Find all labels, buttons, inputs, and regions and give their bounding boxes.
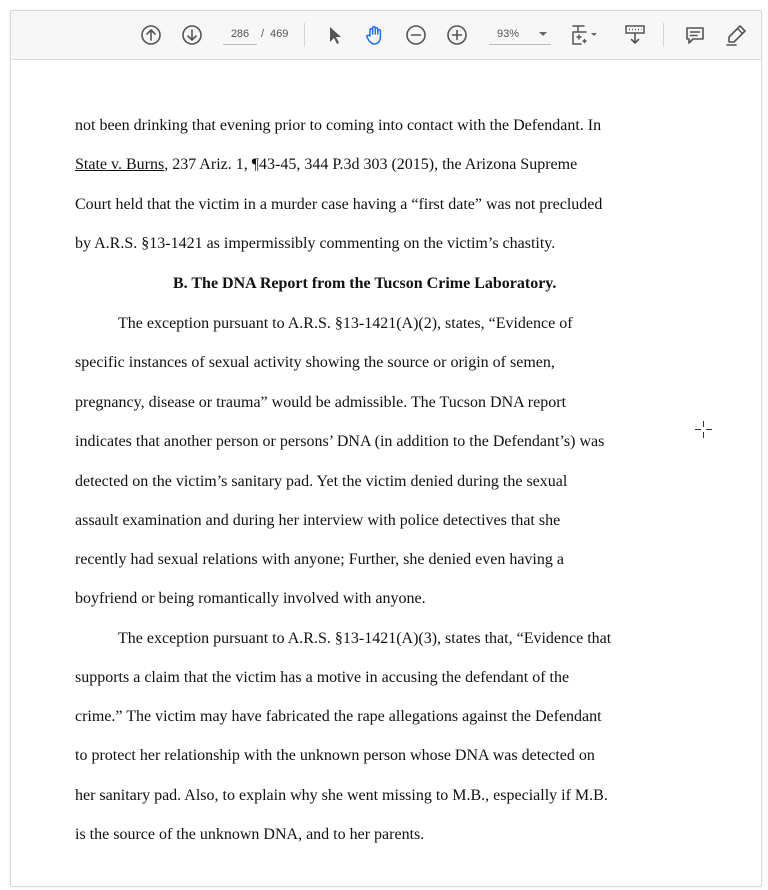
text-line: indicates that another person or persons’ DNA (in addition to the Defendant’s) was (75, 433, 605, 450)
select-tool-button[interactable] (323, 23, 347, 47)
case-citation-link: State v. Burns (75, 156, 165, 173)
read-mode-icon (623, 24, 647, 46)
zoom-in-button[interactable] (445, 23, 469, 47)
next-page-icon (181, 24, 203, 46)
text-line: detected on the victim’s sanitary pad. Yet the victim denied during the sexual (75, 473, 568, 490)
hand-tool-icon (364, 24, 386, 46)
highlight-pen-icon (724, 23, 748, 47)
toolbar-divider (304, 23, 305, 47)
text-line: supports a claim that the victim has a motive in accusing the defendant of the (75, 669, 570, 686)
zoom-out-icon (405, 24, 427, 46)
zoom-select[interactable] (489, 24, 551, 45)
text-line: assault examination and during her interview with police detectives that she (75, 512, 561, 529)
pdf-viewer-window (10, 10, 762, 887)
chevron-down-icon (539, 32, 547, 36)
page-fit-button[interactable] (567, 23, 601, 47)
page-fit-icon (568, 23, 600, 47)
toolbar (11, 11, 761, 60)
text-line: boyfriend or being romantically involved with anyone. (75, 590, 426, 607)
text-line: to protect her relationship with the unknown person whose DNA was detected on (75, 747, 595, 764)
toolbar-divider (663, 23, 664, 47)
text-line: crime.” The victim may have fabricated the rape allegations against the Defendant (75, 708, 602, 725)
text-line: not been drinking that evening prior to coming into contact with the Defendant. In (75, 117, 602, 134)
select-cursor-icon (326, 25, 344, 45)
previous-page-button[interactable] (139, 23, 163, 47)
comment-icon (684, 24, 706, 46)
text-line: The exception pursuant to A.R.S. §13-1421(A)(3), states that, “Evidence that (118, 630, 612, 647)
next-page-button[interactable] (180, 23, 204, 47)
zoom-out-button[interactable] (404, 23, 428, 47)
text-line: Court held that the victim in a murder case having a “first date” was not precluded (75, 196, 603, 213)
zoom-value: 93% (497, 28, 520, 40)
text-line (75, 155, 577, 175)
text-line-rest: , 237 Ariz. 1, ¶43-45, 344 P.3d 303 (2015), the Arizona Supreme (164, 156, 578, 173)
comment-button[interactable] (683, 23, 707, 47)
hand-tool-button[interactable] (363, 23, 387, 47)
text-line: specific instances of sexual activity showing the source or origin of semen, (75, 354, 555, 371)
read-mode-button[interactable] (622, 23, 648, 47)
highlight-pen-button[interactable] (724, 23, 748, 47)
section-heading: B. The DNA Report from the Tucson Crime Laboratory. (173, 275, 557, 292)
page-number-input[interactable] (223, 24, 257, 45)
text-line: her sanitary pad. Also, to explain why she went missing to M.B., especially if M.B. (75, 787, 608, 804)
page-separator: / (261, 28, 265, 40)
crosshair-cursor-icon (695, 421, 712, 438)
page-total: 469 (270, 28, 289, 40)
text-line: by A.R.S. §13-1421 as impermissibly commenting on the victim’s chastity. (75, 235, 556, 252)
zoom-in-icon (446, 24, 468, 46)
text-line: is the source of the unknown DNA, and to her parents. (75, 826, 425, 843)
previous-page-icon (140, 24, 162, 46)
text-line: The exception pursuant to A.R.S. §13-1421(A)(2), states, “Evidence of (118, 315, 573, 332)
text-line: pregnancy, disease or trauma” would be admissible. The Tucson DNA report (75, 394, 567, 411)
text-line: recently had sexual relations with anyone; Further, she denied even having a (75, 551, 564, 568)
